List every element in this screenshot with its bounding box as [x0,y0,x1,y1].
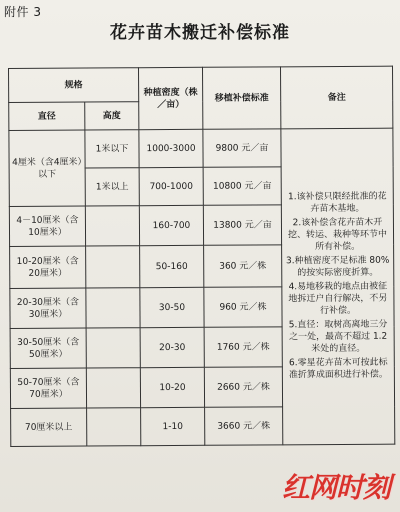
density-cell: 700-1000 [139,167,203,205]
diameter-cell: 20-30厘米（含30厘米） [10,288,86,328]
standard-header: 移植补偿标准 [203,67,281,129]
diameter-cell: 4厘米（含4厘米）以下 [9,130,85,206]
note-line: 6.零星花卉苗木可按此标准折算成面积进行补偿。 [288,357,388,380]
density-cell: 1-10 [141,407,205,445]
height-cell [85,206,139,246]
standard-cell: 2660 元／株 [204,367,282,407]
height-header: 高度 [85,102,139,130]
height-cell [86,328,140,368]
standard-cell: 3660 元／株 [205,407,283,445]
density-cell: 1000-3000 [139,129,203,167]
attachment-label: 附件 3 [4,5,42,19]
standard-cell: 960 元／株 [204,287,282,327]
diameter-cell: 4－10厘米（含10厘米） [9,206,85,246]
notes-cell [281,128,395,445]
spec-header: 规格 [9,68,139,103]
note-line: 3.种植密度不足标准 80%的按实际密度折算。 [285,255,390,278]
standard-cell: 9800 元／亩 [203,129,281,167]
diameter-cell: 50-70厘米（含70厘米） [10,368,86,408]
diameter-cell: 10-20厘米（含20厘米） [10,246,86,288]
diameter-header: 直径 [9,102,85,130]
standard-cell: 10800 元／亩 [203,167,281,205]
height-cell [86,288,140,328]
compensation-table [8,66,395,447]
density-cell: 30-50 [140,287,204,327]
height-cell [86,368,140,408]
height-cell [86,246,140,288]
diameter-cell: 30-50厘米（含50厘米） [10,328,86,368]
height-cell: 1米以下 [85,130,139,168]
density-cell: 20-30 [140,327,204,367]
height-cell: 1米以上 [85,168,139,206]
standard-cell: 1760 元／株 [204,327,282,367]
density-header: 种植密度（株／亩） [139,67,203,129]
note-line: 5.直径：取树高离地三分之一处，最高不超过 1.2米处的直径。 [288,319,388,354]
standard-cell: 13800 元／亩 [203,205,281,245]
document-title: 花卉苗木搬迁补偿标准 [110,23,290,43]
standard-cell: 360 元／株 [204,245,282,287]
notes-header: 备注 [281,66,393,129]
note-line: 4.易地移栽的地点由被征地拆迁户自行解决，不另行补偿。 [288,281,388,316]
watermark-logo: 红网时刻 [281,471,390,504]
note-line: 2.该补偿含花卉苗木开挖、转运、栽种等环节中所有补偿。 [287,217,388,252]
note-line: 1.该补偿只限经批准的花卉苗木基地。 [287,191,387,214]
diameter-cell: 70厘米以上 [11,408,87,446]
density-cell: 160-700 [139,205,203,245]
density-cell: 10-20 [140,367,204,407]
height-cell [87,408,141,446]
table-row [9,128,393,168]
density-cell: 50-160 [140,245,204,287]
